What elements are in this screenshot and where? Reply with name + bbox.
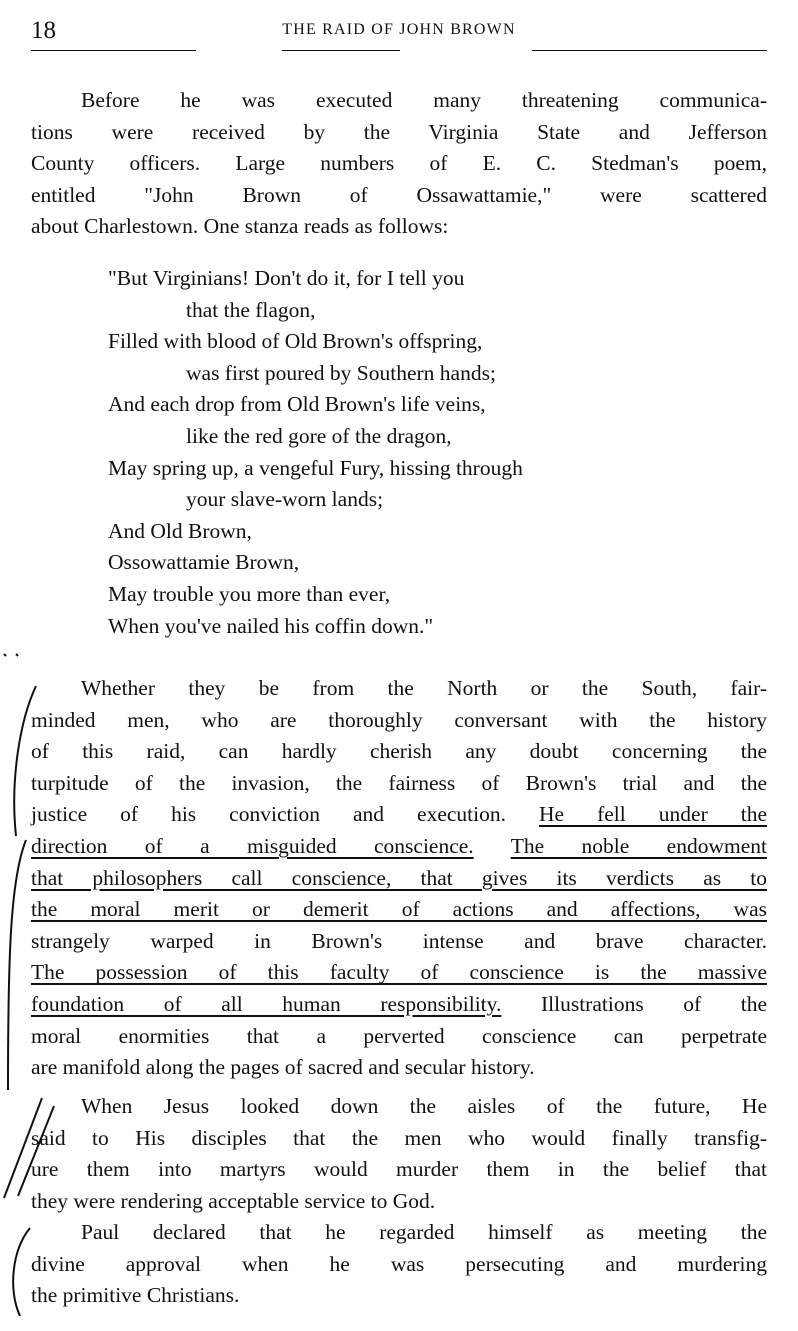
margin-bracket-lower <box>8 840 26 1090</box>
intro-line: tions were received by the Virginia State and Jefferson <box>31 119 767 144</box>
margin-bracket-paul <box>13 1228 30 1316</box>
paul-paragraph <box>31 1217 767 1312</box>
jesus-paragraph <box>31 1091 767 1217</box>
body-line: turpitude of the invasion, the fairness of Brown's trial and the <box>31 770 767 795</box>
underlined-text: He fell under the <box>539 802 768 827</box>
body-line: they were rendering acceptable service to God. <box>31 1188 436 1213</box>
body-line: Whether they be from the North or the South, fair- <box>81 676 767 700</box>
poem-stanza <box>108 263 748 642</box>
poem-line: May trouble you more than ever, <box>108 581 391 606</box>
text-segment: Illustrations of the <box>540 991 768 1016</box>
running-head: THE RAID OF JOHN BROWN <box>282 21 516 38</box>
poem-line: When you've nailed his coffin down." <box>108 613 434 638</box>
body-line: divine approval when he was persecuting and murdering <box>31 1251 767 1276</box>
poem-line: "But Virginians! Don't do it, for I tell you <box>108 266 465 290</box>
intro-paragraph <box>31 85 767 243</box>
margin-mark-dots <box>4 654 18 656</box>
body-line: minded men, who are thoroughly conversant with the history <box>31 707 767 732</box>
poem-line: Ossowattamie Brown, <box>108 550 300 575</box>
underlined-text: The noble endowment <box>510 833 767 858</box>
body-line: the primitive Christians. <box>31 1283 240 1308</box>
body-line <box>31 799 767 831</box>
poem-line: And Old Brown, <box>108 518 252 543</box>
intro-line: County officers. Large numbers of E. C. Stedman's poem, <box>31 151 767 176</box>
page-number: 18 <box>31 17 56 44</box>
intro-line: entitled "John Brown of Ossawattamie," were scattered <box>31 182 767 207</box>
underlined-text: foundation of all human responsibility. <box>31 991 502 1016</box>
page-header <box>0 0 798 60</box>
body-line <box>31 831 767 863</box>
underlined-line: that philosophers call conscience, that gives its verdicts as to <box>31 865 767 890</box>
body-line: said to His disciples that the men who would finally transfig- <box>31 1125 767 1150</box>
body-line: of this raid, can hardly cherish any doubt concerning the <box>31 739 767 764</box>
underlined-text: direction of a misguided conscience. <box>31 833 474 858</box>
body-line: Paul declared that he regarded himself as meeting the <box>81 1220 767 1244</box>
header-rule-right <box>532 50 767 51</box>
header-rule-left <box>31 50 196 51</box>
header-rule-middle <box>282 50 400 51</box>
underlined-line: the moral merit or demerit of actions and affections, was <box>31 897 767 922</box>
poem-line: your slave-worn lands; <box>186 487 384 512</box>
whether-paragraph <box>31 673 767 1084</box>
poem-line: May spring up, a vengeful Fury, hissing through <box>108 455 523 480</box>
text-segment: justice of his conviction and execution. <box>31 802 506 827</box>
poem-line: was first poured by Southern hands; <box>186 360 496 385</box>
body-line: strangely warped in Brown's intense and brave character. <box>31 928 767 953</box>
body-line: When Jesus looked down the aisles of the future, He <box>81 1094 767 1118</box>
body-line: moral enormities that a perverted conscience can perpetrate <box>31 1023 767 1048</box>
poem-line: that the flagon, <box>186 297 316 322</box>
body-line <box>31 989 767 1021</box>
body-line: are manifold along the pages of sacred and secular history. <box>31 1055 535 1080</box>
poem-line: Filled with blood of Old Brown's offspring, <box>108 329 483 354</box>
intro-line: Before he was executed many threatening communica- <box>81 88 767 112</box>
poem-line: And each drop from Old Brown's life veins, <box>108 392 486 417</box>
poem-line: like the red gore of the dragon, <box>186 423 452 448</box>
body-line: ure them into martyrs would murder them in the belief that <box>31 1157 767 1182</box>
intro-line: about Charlestown. One stanza reads as follows: <box>31 214 449 239</box>
underlined-line: The possession of this faculty of conscience is the massive <box>31 960 767 985</box>
